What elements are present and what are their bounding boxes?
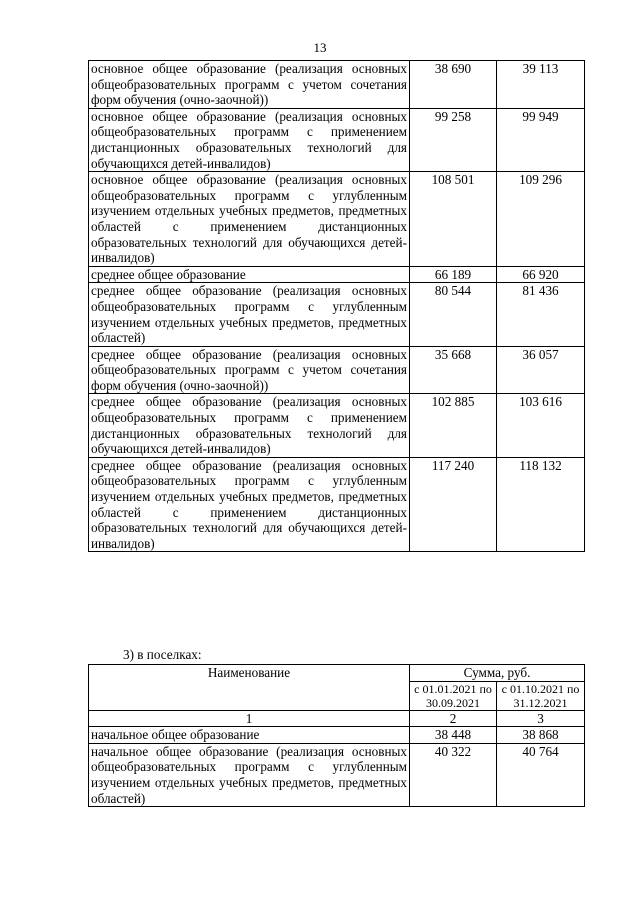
row-value-period1: 66 189 <box>410 266 497 283</box>
row-value-period1: 38 690 <box>410 61 497 109</box>
row-value-period1: 35 668 <box>410 346 497 394</box>
row-value-period1: 40 322 <box>410 743 497 806</box>
row-value-period2: 66 920 <box>497 266 585 283</box>
column-number-row <box>89 710 585 727</box>
header-period1: с 01.01.2021 по 30.09.2021 <box>410 681 497 710</box>
row-value-period2: 109 296 <box>497 172 585 267</box>
row-value-period2: 40 764 <box>497 743 585 806</box>
row-description: среднее общее образование (реализация основных общеобразовательных программ с применением дистанционных образовательных технологий для обучающихся детей-инвалидов) <box>89 394 410 457</box>
table-row <box>89 394 585 457</box>
row-value-period2: 99 949 <box>497 108 585 171</box>
table-row <box>89 346 585 394</box>
table-row <box>89 743 585 806</box>
row-value-period2: 81 436 <box>497 283 585 346</box>
row-description: среднее общее образование (реализация основных общеобразовательных программ с углубленным изучением отдельных учебных предметов, предметных областей с применением дистанционных образовательных технологий для обучающихся детей-инвалидов) <box>89 457 410 552</box>
table-row <box>89 727 585 744</box>
row-description: начальное общее образование (реализация основных общеобразовательных программ с углубленным изучением отдельных учебных предметов, предметных областей) <box>89 743 410 806</box>
row-description: начальное общее образование <box>89 727 410 744</box>
row-value-period1: 80 544 <box>410 283 497 346</box>
row-value-period1: 117 240 <box>410 457 497 552</box>
row-value-period2: 39 113 <box>497 61 585 109</box>
row-value-period2: 38 868 <box>497 727 585 744</box>
table-row <box>89 266 585 283</box>
header-name: Наименование <box>89 665 410 711</box>
header-period2: с 01.10.2021 по 31.12.2021 <box>497 681 585 710</box>
row-description: среднее общее образование <box>89 266 410 283</box>
column-number-1: 1 <box>89 710 410 727</box>
table-row <box>89 457 585 552</box>
row-description: основное общее образование (реализация основных общеобразовательных программ с применением дистанционных образовательных технологий для обучающихся детей-инвалидов) <box>89 108 410 171</box>
row-value-period2: 118 132 <box>497 457 585 552</box>
section-caption: 3) в поселках: <box>123 647 202 662</box>
table-row <box>89 172 585 267</box>
row-description: основное общее образование (реализация основных общеобразовательных программ с углубленным изучением отдельных учебных предметов, предметных областей с применением дистанционных образовательных технологий для обучающихся детей-инвалидов) <box>89 172 410 267</box>
row-description: среднее общее образование (реализация основных общеобразовательных программ с углубленным изучением отдельных учебных предметов, предметных областей) <box>89 283 410 346</box>
page-number: 13 <box>313 40 327 55</box>
table-pricing-settlements <box>88 664 585 807</box>
table-row <box>89 61 585 109</box>
column-number-2: 2 <box>410 710 497 727</box>
row-description: среднее общее образование (реализация основных общеобразовательных программ с учетом сочетания форм обучения (очно-заочной)) <box>89 346 410 394</box>
header-row <box>89 665 585 682</box>
row-value-period1: 99 258 <box>410 108 497 171</box>
row-value-period2: 36 057 <box>497 346 585 394</box>
column-number-3: 3 <box>497 710 585 727</box>
table-pricing-continued <box>88 60 585 552</box>
header-sum: Сумма, руб. <box>410 665 585 682</box>
row-value-period1: 108 501 <box>410 172 497 267</box>
row-value-period1: 38 448 <box>410 727 497 744</box>
row-value-period1: 102 885 <box>410 394 497 457</box>
row-value-period2: 103 616 <box>497 394 585 457</box>
table-row <box>89 283 585 346</box>
row-description: основное общее образование (реализация основных общеобразовательных программ с учетом сочетания форм обучения (очно-заочной)) <box>89 61 410 109</box>
table-row <box>89 108 585 171</box>
